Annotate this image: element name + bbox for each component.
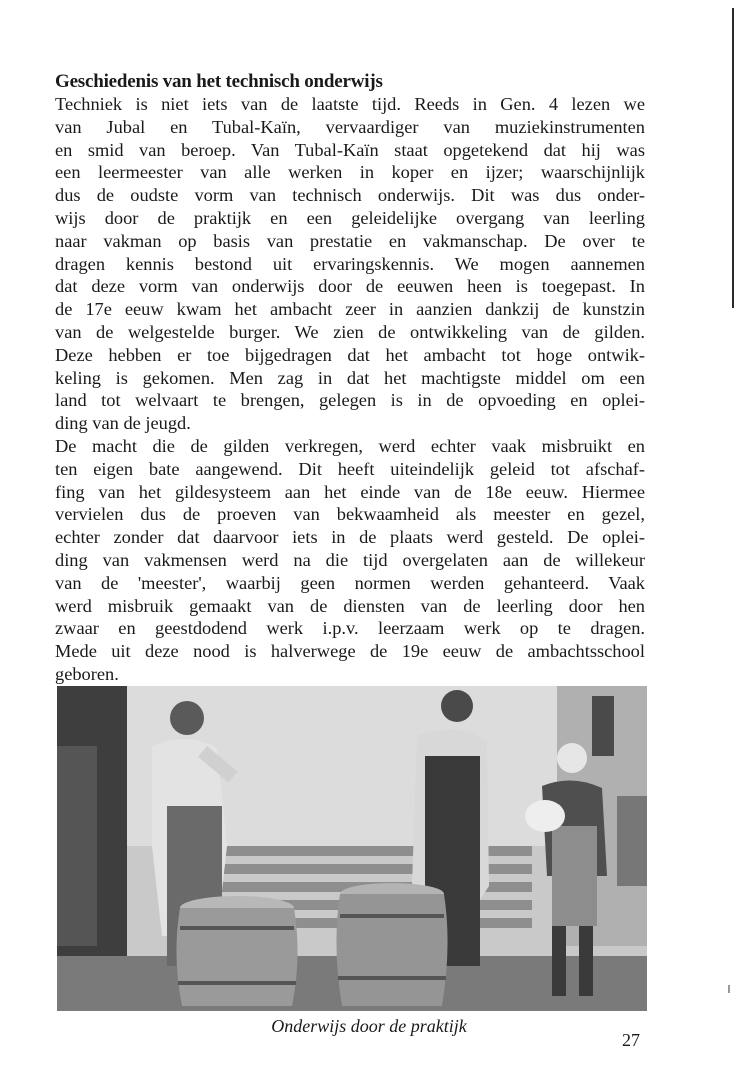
paragraph-line: De macht die de gilden verkregen, werd echter vaak misbruikt en bbox=[55, 435, 645, 456]
paragraph-line: werd misbruik gemaakt van de diensten van de leerling door hen bbox=[55, 595, 645, 616]
article-text bbox=[55, 70, 645, 686]
paragraph-line: dragen kennis bestond uit ervaringskennis. We mogen aannemen bbox=[55, 253, 645, 274]
workshop-photo-illustration bbox=[57, 686, 647, 1011]
paragraph-line: geboren. bbox=[55, 663, 119, 684]
scan-artifact bbox=[728, 985, 730, 993]
workshop-photo bbox=[57, 686, 647, 1011]
paragraph-line: Mede uit deze nood is halverwege de 19e eeuw de ambachtsschool bbox=[55, 641, 645, 662]
paragraph-line: wijs door de praktijk en een geleidelijke overgang van leerling bbox=[55, 207, 645, 228]
paragraph-line: echter zonder dat daarvoor iets in de plaats werd gesteld. De oplei- bbox=[55, 527, 645, 548]
paragraph-line: vervielen dus de proeven van bekwaamheid als meester en gezel, bbox=[55, 504, 645, 525]
paragraph-line: land tot welvaart te brengen, gelegen is in de opvoeding en oplei- bbox=[55, 390, 645, 411]
scan-edge-line bbox=[732, 8, 734, 308]
paragraph-line: naar vakman op basis van prestatie en vakmanschap. De over te bbox=[55, 230, 645, 251]
paragraph-line: van de welgestelde burger. We zien de ontwikkeling van de gilden. bbox=[55, 321, 645, 342]
paragraph-line: de 17e eeuw kwam het ambacht zeer in aanzien dankzij de kunstzin bbox=[55, 299, 645, 320]
paragraph-line: van de 'meester', waarbij geen normen werden gehanteerd. Vaak bbox=[55, 572, 645, 593]
section-heading: Geschiedenis van het technisch onderwijs bbox=[55, 71, 383, 92]
paragraph-line: ten eigen bate aangewend. Dit heeft uiteindelijk geleid tot afschaf- bbox=[55, 458, 645, 479]
paragraph-line: een leermeester van alle werken in koper en ijzer; waarschijnlijk bbox=[55, 162, 645, 183]
paragraph-line: dus de oudste vorm van technisch onderwijs. Dit was dus onder- bbox=[55, 185, 645, 206]
paragraph-line: ding van vakmensen werd na die tijd overgelaten aan de willekeur bbox=[55, 549, 645, 570]
paragraph-line: ding van de jeugd. bbox=[55, 413, 191, 434]
page-number: 27 bbox=[622, 1030, 640, 1050]
paragraph-line: van Jubal en Tubal-Kaïn, vervaardiger van muziekinstrumenten bbox=[55, 116, 645, 137]
paragraph-line: Deze hebben er toe bijgedragen dat het ambacht tot hoge ontwik- bbox=[55, 344, 645, 365]
paragraph-line: zwaar en geestdodend werk i.p.v. leerzaam werk op te dragen. bbox=[55, 618, 645, 639]
paragraph-line: en smid van beroep. Van Tubal-Kaïn staat opgetekend dat hij was bbox=[55, 139, 645, 160]
paragraph-line: Techniek is niet iets van de laatste tijd. Reeds in Gen. 4 lezen we bbox=[55, 94, 645, 114]
paragraph-line: fing van het gildesysteem aan het einde van de 18e eeuw. Hiermee bbox=[55, 481, 645, 502]
paragraph-line: dat deze vorm van onderwijs door de eeuwen heen is toegepast. In bbox=[55, 276, 645, 297]
photo-caption: Onderwijs door de praktijk bbox=[271, 1016, 467, 1036]
paragraph-line: keling is gekomen. Men zag in dat het machtigste middel om een bbox=[55, 367, 645, 388]
